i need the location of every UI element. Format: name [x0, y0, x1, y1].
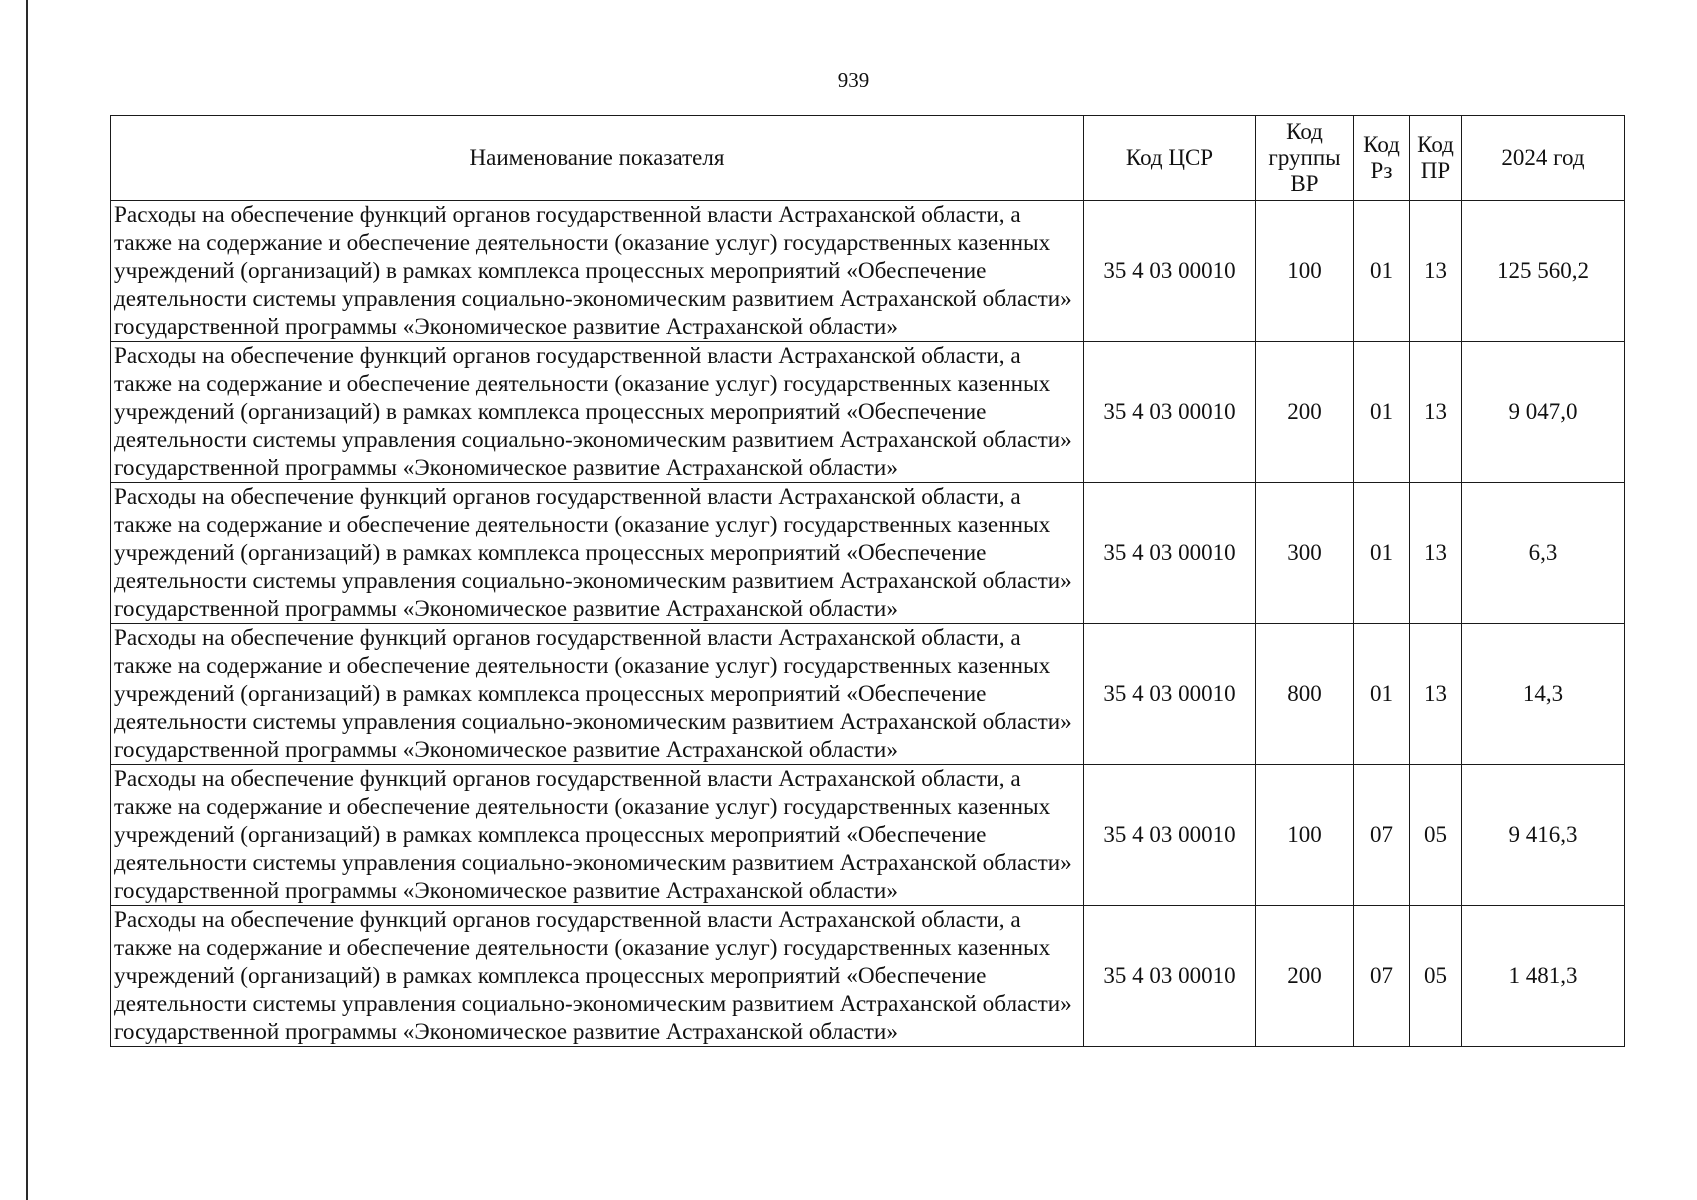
cell-pr-code: 13: [1410, 342, 1462, 483]
binding-margin-line: [26, 0, 28, 1200]
cell-amount: 9 416,3: [1462, 765, 1625, 906]
cell-pr-code: 05: [1410, 906, 1462, 1047]
cell-name: Расходы на обеспечение функций органов государственной власти Астраханской области, а также на содержание и обеспечение деятельности (оказание услуг) государственных казенных учреждений (организаций) в рамках комплекса процессных мероприятий «Обеспечение деятельности системы управления социально-экономическим развитием Астраханской области» государственной программы «Экономическое развитие Астраханской области»: [111, 624, 1084, 765]
cell-csr-code: 35 4 03 00010: [1084, 765, 1256, 906]
table-row: [111, 342, 1625, 483]
cell-vr-code: 100: [1256, 201, 1354, 342]
cell-rz-code: 07: [1354, 765, 1410, 906]
cell-vr-code: 200: [1256, 342, 1354, 483]
cell-vr-code: 200: [1256, 906, 1354, 1047]
cell-rz-code: 01: [1354, 342, 1410, 483]
page-number: 939: [837, 68, 870, 92]
cell-csr-code: 35 4 03 00010: [1084, 906, 1256, 1047]
cell-pr-code: 05: [1410, 765, 1462, 906]
table-header-row: [111, 116, 1625, 201]
table-row: [111, 765, 1625, 906]
header-vr-group-code: Код группы ВР: [1256, 116, 1354, 201]
cell-amount: 9 047,0: [1462, 342, 1625, 483]
cell-vr-code: 100: [1256, 765, 1354, 906]
cell-amount: 6,3: [1462, 483, 1625, 624]
cell-csr-code: 35 4 03 00010: [1084, 342, 1256, 483]
cell-name: Расходы на обеспечение функций органов государственной власти Астраханской области, а также на содержание и обеспечение деятельности (оказание услуг) государственных казенных учреждений (организаций) в рамках комплекса процессных мероприятий «Обеспечение деятельности системы управления социально-экономическим развитием Астраханской области» государственной программы «Экономическое развитие Астраханской области»: [111, 906, 1084, 1047]
cell-name: Расходы на обеспечение функций органов государственной власти Астраханской области, а также на содержание и обеспечение деятельности (оказание услуг) государственных казенных учреждений (организаций) в рамках комплекса процессных мероприятий «Обеспечение деятельности системы управления социально-экономическим развитием Астраханской области» государственной программы «Экономическое развитие Астраханской области»: [111, 342, 1084, 483]
header-rz-code: Код Рз: [1354, 116, 1410, 201]
table-row: [111, 906, 1625, 1047]
cell-rz-code: 01: [1354, 483, 1410, 624]
cell-name: Расходы на обеспечение функций органов государственной власти Астраханской области, а также на содержание и обеспечение деятельности (оказание услуг) государственных казенных учреждений (организаций) в рамках комплекса процессных мероприятий «Обеспечение деятельности системы управления социально-экономическим развитием Астраханской области» государственной программы «Экономическое развитие Астраханской области»: [111, 765, 1084, 906]
table-row: [111, 624, 1625, 765]
cell-vr-code: 800: [1256, 624, 1354, 765]
cell-rz-code: 01: [1354, 201, 1410, 342]
header-year-2024: 2024 год: [1462, 116, 1625, 201]
header-name: Наименование показателя: [111, 116, 1084, 201]
table-row: [111, 483, 1625, 624]
cell-amount: 1 481,3: [1462, 906, 1625, 1047]
cell-csr-code: 35 4 03 00010: [1084, 201, 1256, 342]
cell-amount: 14,3: [1462, 624, 1625, 765]
cell-rz-code: 01: [1354, 624, 1410, 765]
cell-csr-code: 35 4 03 00010: [1084, 624, 1256, 765]
cell-name: Расходы на обеспечение функций органов государственной власти Астраханской области, а также на содержание и обеспечение деятельности (оказание услуг) государственных казенных учреждений (организаций) в рамках комплекса процессных мероприятий «Обеспечение деятельности системы управления социально-экономическим развитием Астраханской области» государственной программы «Экономическое развитие Астраханской области»: [111, 483, 1084, 624]
cell-amount: 125 560,2: [1462, 201, 1625, 342]
header-pr-code: Код ПР: [1410, 116, 1462, 201]
budget-table: [110, 115, 1625, 1047]
cell-csr-code: 35 4 03 00010: [1084, 483, 1256, 624]
table-row: [111, 201, 1625, 342]
cell-pr-code: 13: [1410, 483, 1462, 624]
cell-rz-code: 07: [1354, 906, 1410, 1047]
header-csr-code: Код ЦСР: [1084, 116, 1256, 201]
cell-name: Расходы на обеспечение функций органов государственной власти Астраханской области, а также на содержание и обеспечение деятельности (оказание услуг) государственных казенных учреждений (организаций) в рамках комплекса процессных мероприятий «Обеспечение деятельности системы управления социально-экономическим развитием Астраханской области» государственной программы «Экономическое развитие Астраханской области»: [111, 201, 1084, 342]
cell-vr-code: 300: [1256, 483, 1354, 624]
cell-pr-code: 13: [1410, 624, 1462, 765]
cell-pr-code: 13: [1410, 201, 1462, 342]
